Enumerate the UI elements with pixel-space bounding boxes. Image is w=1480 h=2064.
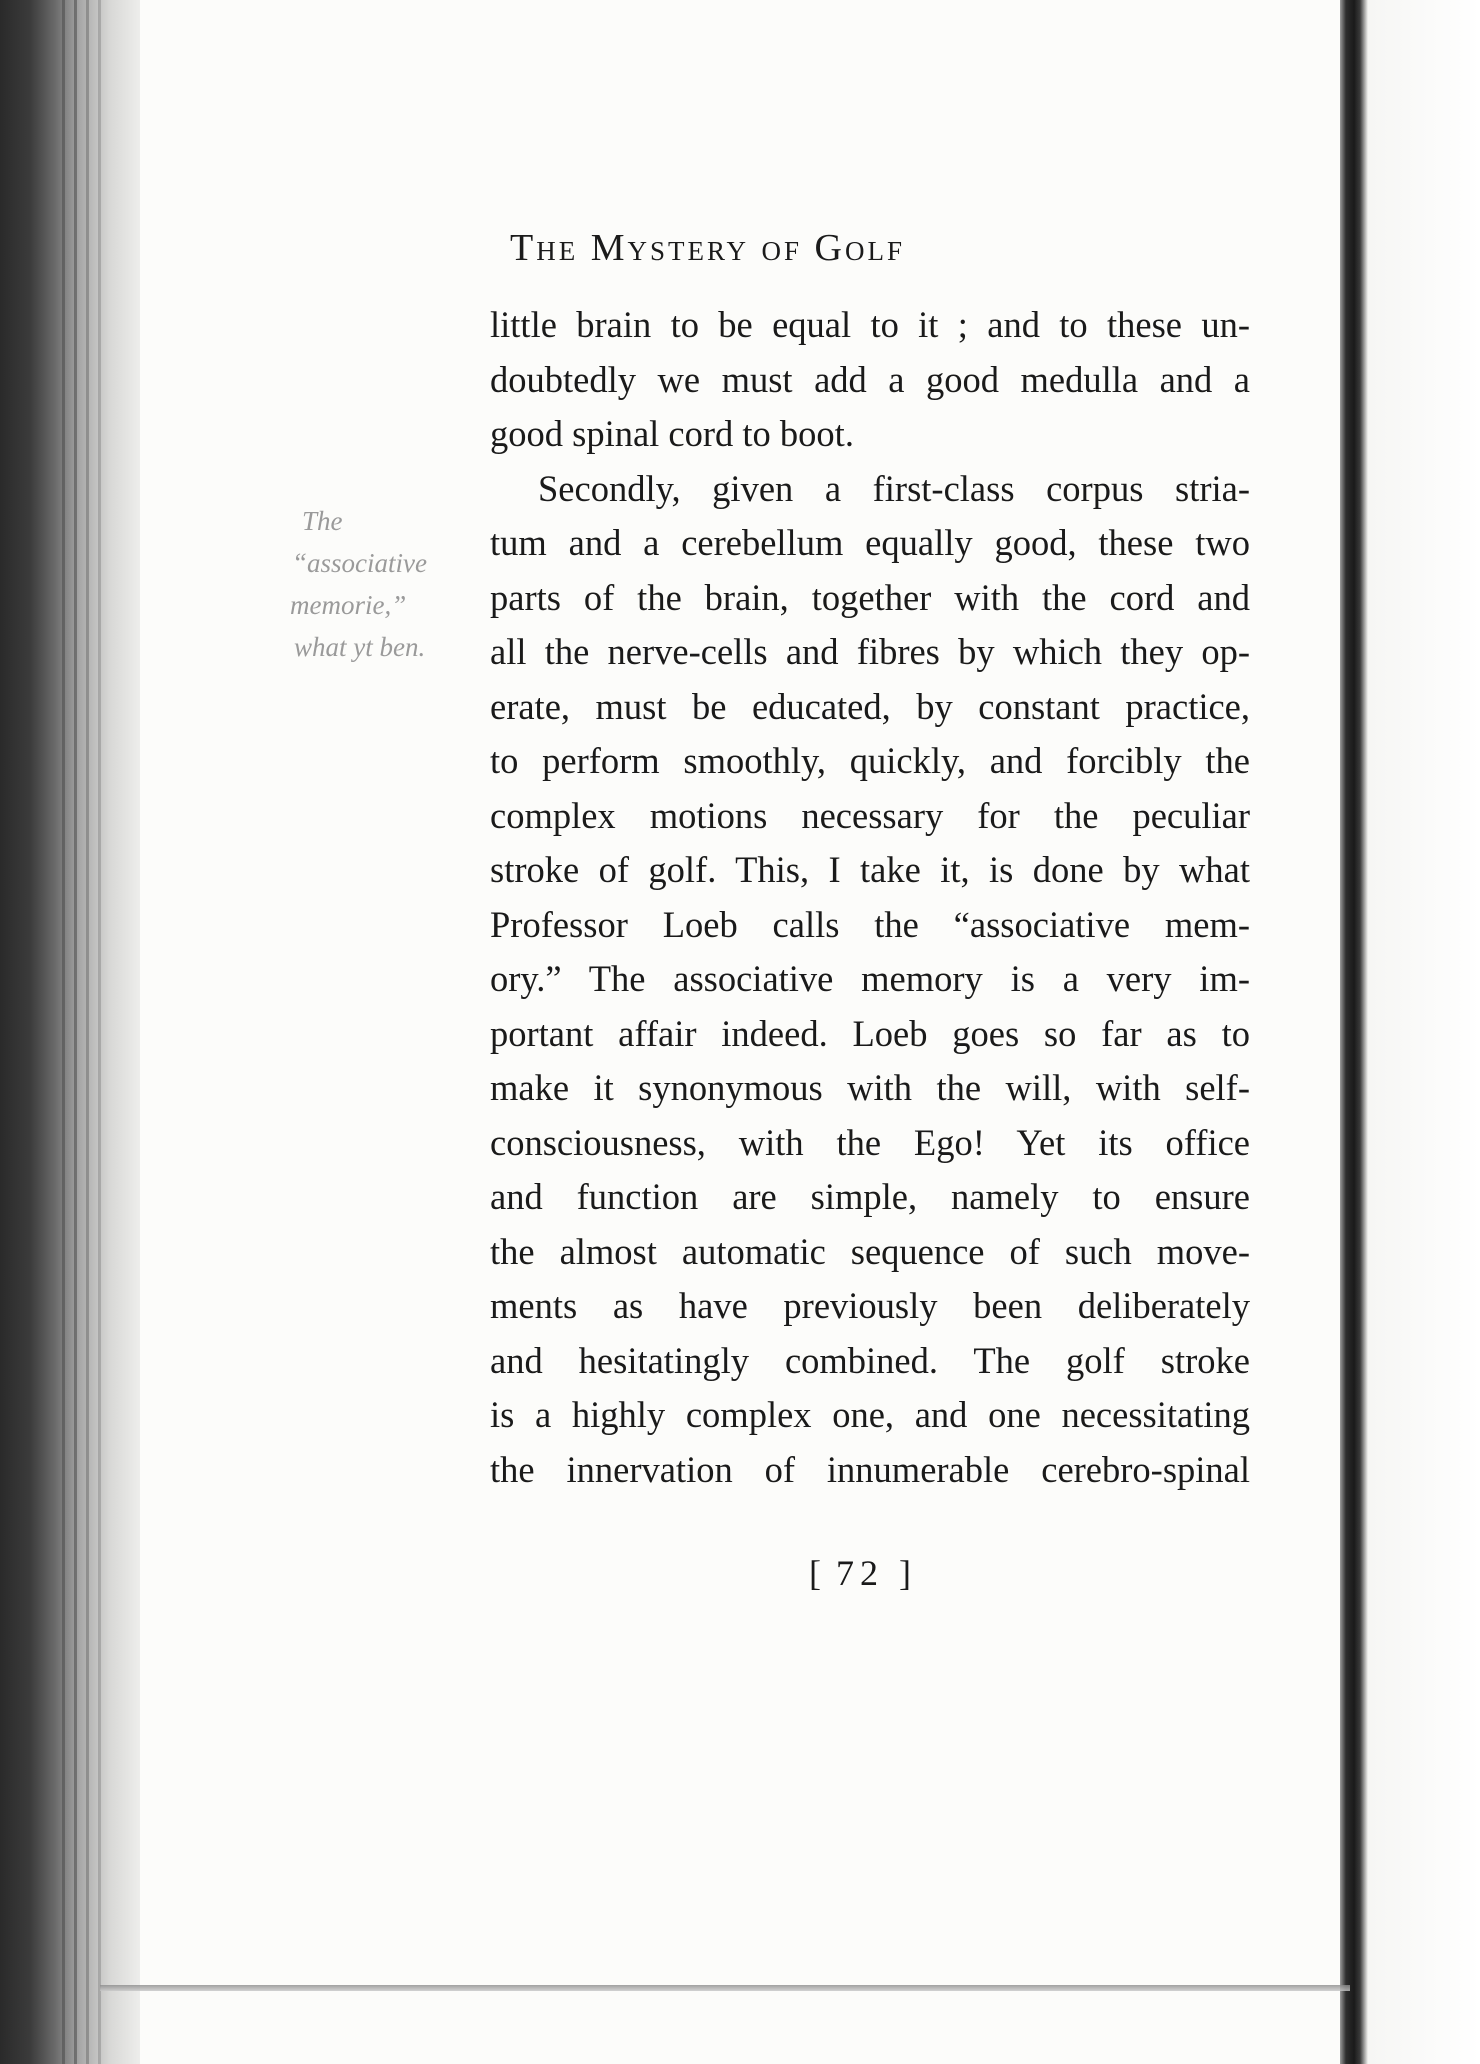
text-line: portant affair indeed. Loeb goes so far as to	[490, 1012, 1250, 1054]
marginal-note-line: what yt ben.	[294, 632, 426, 662]
marginal-note-line: The	[302, 506, 343, 536]
text-line: doubtedly we must add a good medulla and a	[490, 358, 1250, 400]
text-line: make it synonymous with the will, with self-	[490, 1067, 1250, 1108]
text-line: to perform smoothly, quickly, and forcibly the	[490, 740, 1250, 781]
text-line: tum and a cerebellum equally good, these two	[490, 522, 1250, 563]
text-line: erate, must be educated, by constant practice,	[490, 685, 1250, 727]
book-gutter-edge	[1340, 0, 1480, 2064]
paragraph-1	[490, 298, 1250, 462]
text-line: complex motions necessary for the peculiar	[490, 794, 1250, 836]
page-number-value: 72	[836, 1553, 884, 1593]
text-line: all the nerve-cells and fibres by which they op-	[490, 631, 1250, 672]
text-line: parts of the brain, together with the cord and	[490, 576, 1250, 618]
text-line: stroke of golf. This, I take it, is done by what	[490, 849, 1250, 890]
text-line: ments as have previously been deliberately	[490, 1285, 1250, 1326]
body-text	[490, 298, 1250, 1497]
page-number-open-bracket: [	[809, 1553, 821, 1593]
page-number-close-bracket: ]	[899, 1553, 911, 1593]
text-line: the innervation of innumerable cerebro-spinal	[490, 1448, 1250, 1490]
text-line: and hesitatingly combined. The golf stroke	[490, 1339, 1250, 1381]
marginal-note	[290, 500, 500, 668]
text-line: consciousness, with the Ego! Yet its office	[490, 1121, 1250, 1163]
text-line: good spinal cord to boot.	[490, 413, 854, 454]
page-number	[780, 1552, 940, 1594]
paragraph-2	[490, 462, 1250, 1498]
text-line: ory.” The associative memory is a very im-	[490, 958, 1250, 999]
text-line: and function are simple, namely to ensure	[490, 1176, 1250, 1217]
text-line: little brain to be equal to it ; and to these un-	[490, 304, 1250, 345]
marginal-note-line: memorie,”	[290, 590, 407, 620]
text-line: the almost automatic sequence of such move-	[490, 1230, 1250, 1272]
book-left-edge	[0, 0, 145, 2064]
text-line: Secondly, given a first-class corpus stria-	[538, 467, 1250, 509]
running-head: The Mystery of Golf	[510, 227, 905, 269]
text-line: is a highly complex one, and one necessitating	[490, 1394, 1250, 1435]
text-line: Professor Loeb calls the “associative mem-	[490, 903, 1250, 945]
marginal-note-line: “associative	[292, 548, 427, 578]
page-bottom-edge	[100, 1985, 1350, 1991]
